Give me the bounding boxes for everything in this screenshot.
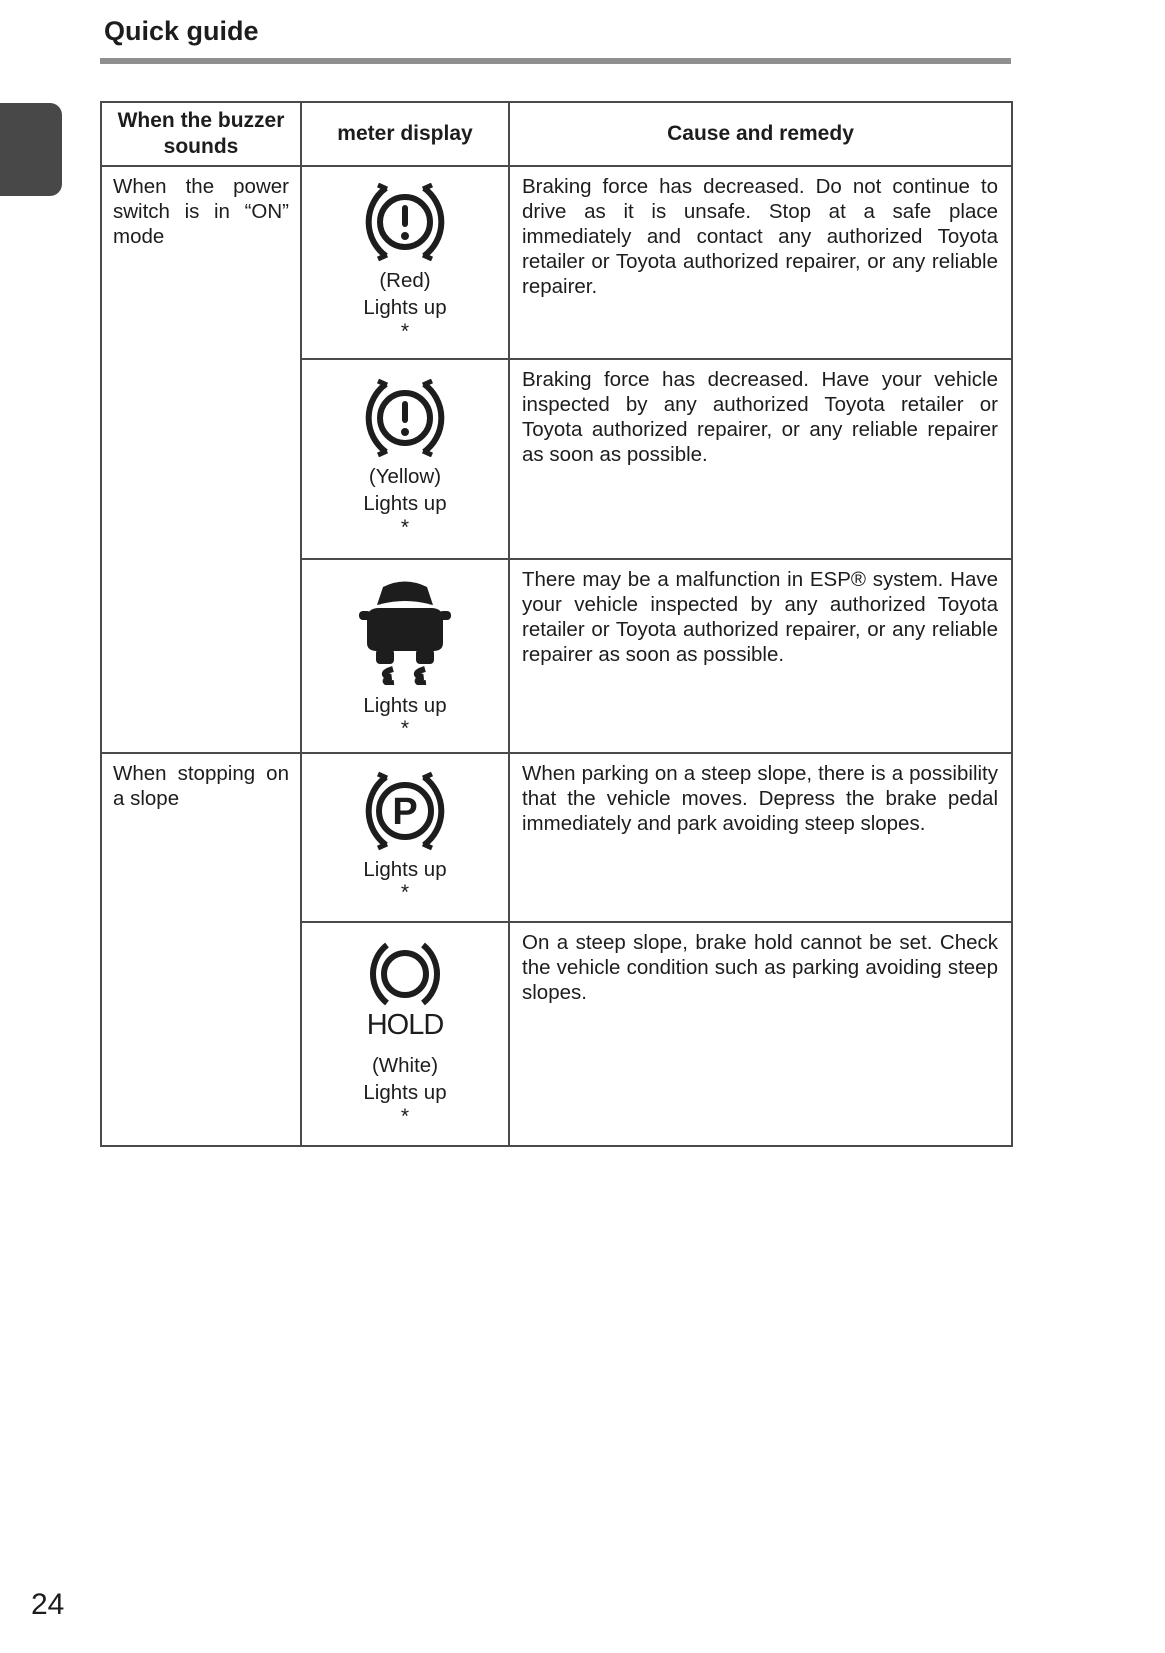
remedy-brake-hold: On a steep slope, brake hold cannot be set. Check the vehicle condition such as parking avoiding steep slopes. [509,922,1012,1146]
header-meter-display: meter display [301,102,509,166]
indicator-action-label: Lights up [363,295,447,319]
parking-brake-letter: P [392,791,418,833]
meter-stack [304,183,506,343]
heading-divider [100,58,1011,64]
page-title: Quick guide [104,16,259,46]
remedy-vehicle-slip: There may be a malfunction in ESP® system. Have your vehicle inspected by any authorized Toyota retailer or Toyota authorized repairer, or any reliable repairer as soon as possible. [509,559,1012,753]
footnote-asterisk: * [400,881,410,904]
indicator-color-label: (White) [371,1054,439,1077]
indicator-color-label: (Yellow) [368,465,442,488]
remedy-brake-warning-yellow: Braking force has decreased. Have your vehicle inspected by any authorized Toyota retailer or Toyota authorized repairer, or any reliable repairer as soon as possible. [509,359,1012,559]
footnote-asterisk: * [400,1105,410,1128]
table-row [101,166,1012,359]
meter-stack [304,573,506,740]
footnote-asterisk: * [400,319,410,343]
parking-brake-icon [353,771,457,851]
indicator-action-label: Lights up [363,1081,447,1104]
brake-hold-icon [355,940,455,1008]
meter-stack [304,771,506,904]
remedy-brake-warning-red: Braking force has decreased. Do not continue to drive as it is unsafe. Stop at a safe place immediately and contact any authorized Toyota retailer or Toyota authorized repairer, or any reliable repairer. [509,166,1012,359]
indicator-color-label: (Red) [379,268,431,292]
table-row [101,753,1012,922]
indicator-action-label: Lights up [363,492,447,515]
header-cause-remedy: Cause and remedy [509,102,1012,166]
condition-power-switch-on: When the power switch is in “ON” mode [101,166,301,753]
brake-warning-icon [353,379,457,457]
remedy-parking-brake: When parking on a steep slope, there is a possibility that the vehicle moves. Depress the brake pedal immediately and park avoiding steep slopes. [509,753,1012,922]
indicator-action-label: Lights up [363,858,447,881]
brake-warning-icon [353,183,457,261]
condition-stopping-on-slope: When stopping on a slope [101,753,301,1146]
footnote-asterisk: * [400,716,410,740]
meter-cell-brake-hold [301,922,509,1146]
buzzer-warning-table [100,101,1013,1147]
indicator-action-label: Lights up [363,693,447,717]
meter-cell-brake-warning-yellow [301,359,509,559]
meter-stack [304,940,506,1128]
table-header-row [101,102,1012,166]
section-edge-tab [0,103,62,196]
meter-cell-vehicle-slip [301,559,509,753]
meter-stack [304,379,506,539]
meter-cell-parking-brake [301,753,509,922]
meter-cell-brake-warning-red [301,166,509,359]
page-number: 24 [31,1588,65,1621]
brake-hold-label: HOLD [366,1009,444,1041]
header-buzzer-sounds: When the buzzer sounds [101,102,301,166]
footnote-asterisk: * [400,516,410,539]
vehicle-slip-icon [357,573,453,685]
